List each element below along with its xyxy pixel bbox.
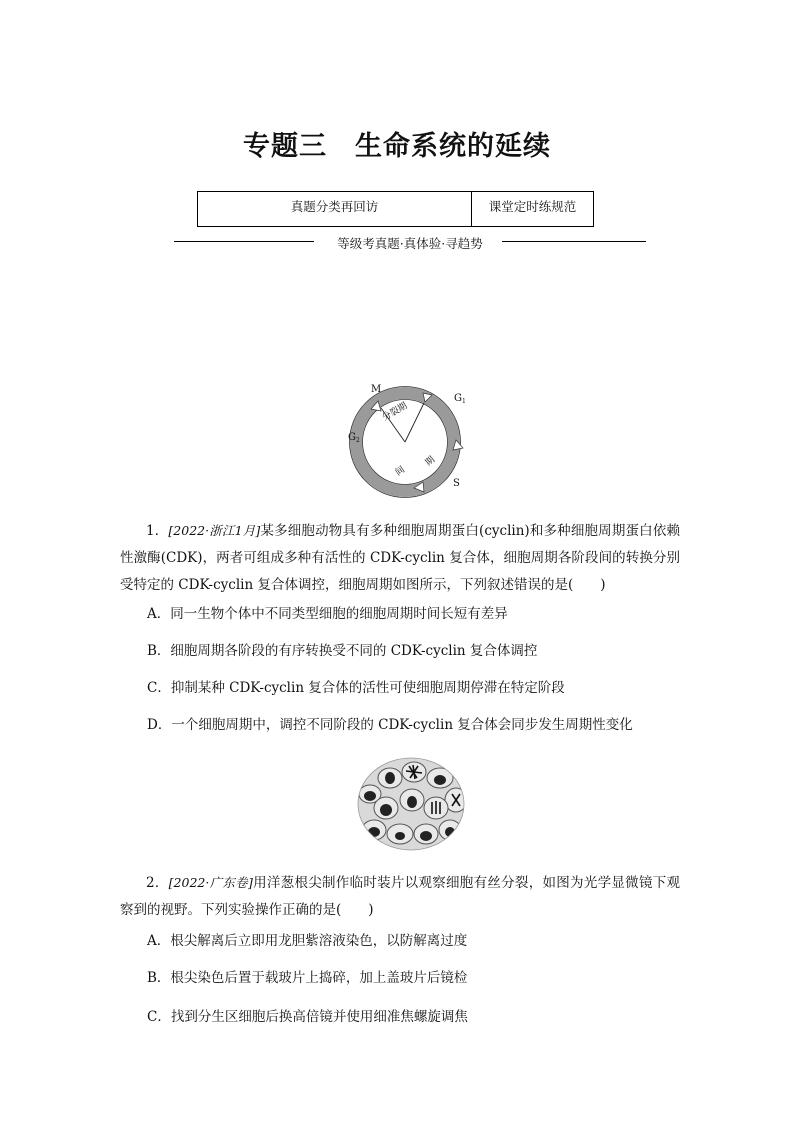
divider-left [174, 241, 314, 242]
label-m: M [371, 384, 382, 395]
question-1-option-b[interactable]: B．细胞周期各阶段的有序转换受不同的 CDK-cyclin 复合体调控 [147, 643, 538, 659]
section-heading-text: 等级考真题·真体验·寻趋势 [337, 236, 483, 251]
question-1-source: [2022·浙江1月] [168, 523, 261, 538]
label-g1-main: G [454, 393, 462, 404]
label-g1-sub: 1 [462, 398, 466, 405]
page-title: 专题三 生命系统的延续 [243, 131, 551, 162]
label-g2-main: G [348, 432, 356, 443]
question-1-option-c[interactable]: C．抑制某种 CDK-cyclin 复合体的活性可使细胞周期停滞在特定阶段 [147, 680, 565, 696]
label-g2-sub: 2 [356, 437, 360, 444]
microscope-view-image [356, 756, 466, 852]
question-1-option-a[interactable]: A．同一生物个体中不同类型细胞的细胞周期时间长短有差异 [147, 606, 508, 622]
question-2-option-c[interactable]: C．找到分生区细胞后换高倍镜并使用细准焦螺旋调焦 [147, 1009, 468, 1025]
label-inter-2: 期 [423, 454, 438, 469]
question-2-text: 用洋葱根尖制作临时装片以观察细胞有丝分裂，如图为光学显微镜下观察到的视野。下列实验操作正确的是( ) [120, 875, 681, 918]
tab-review[interactable]: 真题分类再回访 [198, 192, 472, 226]
tab-practice[interactable]: 课堂定时练规范 [488, 199, 577, 214]
question-2-number: 2． [146, 875, 169, 891]
question-1-number: 1． [146, 523, 169, 539]
question-2-option-b[interactable]: B．根尖染色后置于载玻片上捣碎，加上盖玻片后镜检 [147, 970, 468, 986]
question-1-stem [120, 517, 680, 599]
section-heading [174, 234, 646, 250]
cell-cycle-diagram [340, 378, 480, 498]
label-g1 [454, 393, 466, 405]
question-2-option-a[interactable]: A．根尖解离后立即用龙胆紫溶液染色，以防解离过度 [147, 933, 468, 949]
label-division: 分裂期 [380, 401, 410, 424]
tab-bar [197, 191, 594, 227]
question-1-option-d[interactable]: D．一个细胞周期中，调控不同阶段的 CDK-cyclin 复合体会同步发生周期性变化 [147, 717, 633, 733]
question-2-source: [2022·广东卷] [168, 875, 253, 890]
label-inter-1: 间 [393, 465, 407, 479]
question-1-text: 某多细胞动物具有多种细胞周期蛋白(cyclin)和多种细胞周期蛋白依赖性激酶(CDK)，两者可组成多种有活性的 CDK-cyclin 复合体，细胞周期各阶段间的转换分别受特定的 CDK-cyclin 复合体调控，细胞周期如图所示，下列叙述错误的是( ) [120, 523, 680, 593]
label-s: S [453, 478, 460, 489]
question-2-stem [120, 869, 680, 924]
divider-right [502, 241, 646, 242]
